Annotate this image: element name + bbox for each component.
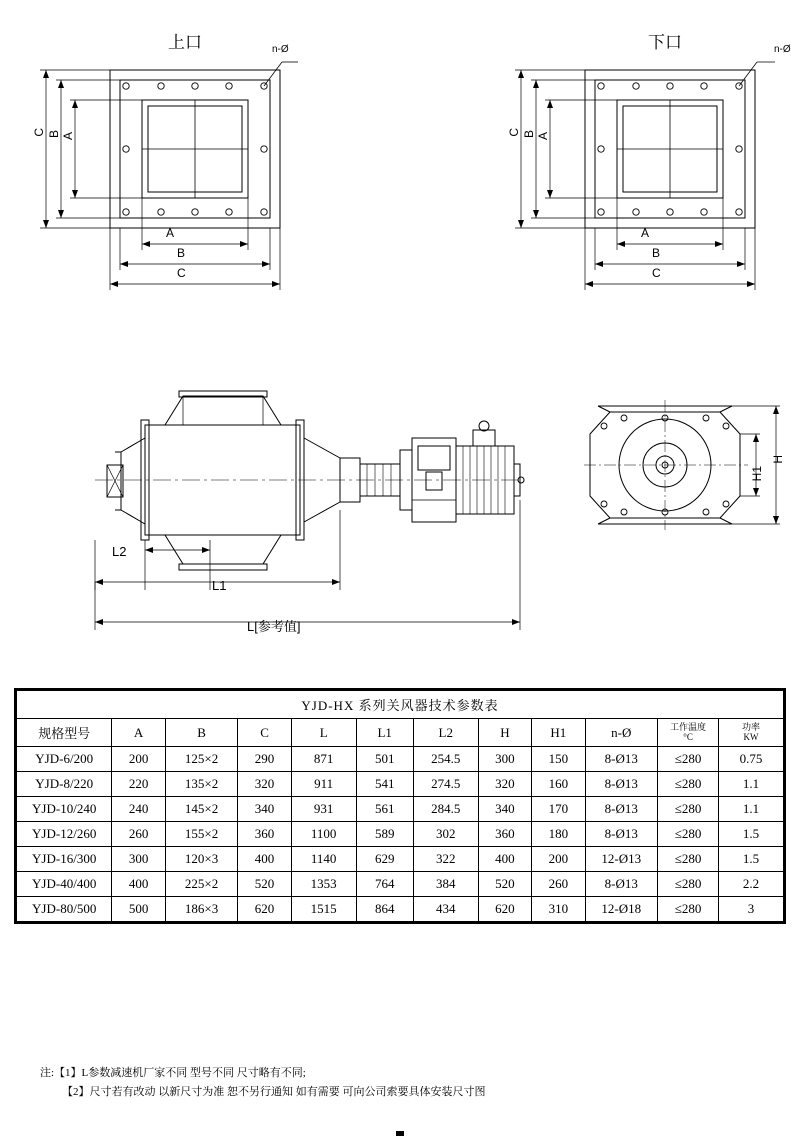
cell-power: 3 — [719, 897, 784, 922]
side-elevation-drawing — [55, 390, 525, 640]
cell-L2: 384 — [413, 872, 478, 897]
bottom-view-drawing — [505, 58, 790, 298]
cell-holes: 8-Ø13 — [585, 872, 658, 897]
cell-L: 1100 — [291, 822, 356, 847]
header-model: 规格型号 — [17, 719, 112, 747]
end-view-dim-H: H — [771, 455, 785, 464]
cell-H: 360 — [478, 822, 531, 847]
table-row — [17, 772, 784, 797]
cell-L2: 274.5 — [413, 772, 478, 797]
cell-H1: 160 — [532, 772, 585, 797]
cell-L1: 541 — [356, 772, 413, 797]
cell-H1: 260 — [532, 872, 585, 897]
spec-table — [16, 690, 784, 922]
cell-H1: 200 — [532, 847, 585, 872]
bottom-view-dim-C-bottom: C — [652, 266, 661, 280]
spec-table-container — [14, 688, 786, 924]
cell-L2: 284.5 — [413, 797, 478, 822]
cell-model: YJD-10/240 — [17, 797, 112, 822]
table-row — [17, 747, 784, 772]
cell-C: 340 — [238, 797, 291, 822]
cell-B: 186×3 — [165, 897, 238, 922]
side-view-dim-L1: L1 — [212, 578, 227, 593]
cell-temperature: ≤280 — [658, 897, 719, 922]
header-H: H — [478, 719, 531, 747]
cell-B: 125×2 — [165, 747, 238, 772]
cell-H1: 150 — [532, 747, 585, 772]
cell-temperature: ≤280 — [658, 797, 719, 822]
header-A: A — [112, 719, 165, 747]
cell-L: 1353 — [291, 872, 356, 897]
header-power — [719, 719, 784, 747]
cell-A: 240 — [112, 797, 165, 822]
cell-L: 911 — [291, 772, 356, 797]
cell-H1: 170 — [532, 797, 585, 822]
top-view-hole-callout: n-Ø — [272, 44, 289, 55]
cell-L2: 254.5 — [413, 747, 478, 772]
cell-L1: 629 — [356, 847, 413, 872]
cell-H: 320 — [478, 772, 531, 797]
header-H1: H1 — [532, 719, 585, 747]
cell-L2: 302 — [413, 822, 478, 847]
cell-power: 1.1 — [719, 772, 784, 797]
top-view-title: 上口 — [168, 33, 202, 52]
table-body — [17, 747, 784, 922]
page-footer-mark — [396, 1131, 404, 1136]
cell-power: 1.1 — [719, 797, 784, 822]
cell-L1: 561 — [356, 797, 413, 822]
cell-B: 120×3 — [165, 847, 238, 872]
cell-A: 200 — [112, 747, 165, 772]
bottom-view-dim-C-left: C — [507, 128, 521, 137]
table-row — [17, 872, 784, 897]
header-power-unit: KW — [743, 731, 759, 742]
header-working-temperature — [658, 719, 719, 747]
cell-L1: 764 — [356, 872, 413, 897]
cell-temperature: ≤280 — [658, 772, 719, 797]
cell-temperature: ≤280 — [658, 872, 719, 897]
top-view-drawing — [30, 58, 310, 298]
cell-A: 500 — [112, 897, 165, 922]
note-line-2: 【2】尺寸若有改动 以新尺寸为准 恕不另行通知 如有需要 可向公司索要具体安装尺寸图 — [62, 1085, 486, 1098]
cell-temperature: ≤280 — [658, 822, 719, 847]
cell-holes: 8-Ø13 — [585, 822, 658, 847]
table-header-row — [17, 719, 784, 747]
cell-holes: 8-Ø13 — [585, 747, 658, 772]
cell-H: 400 — [478, 847, 531, 872]
cell-model: YJD-40/400 — [17, 872, 112, 897]
notes-block — [40, 1064, 486, 1101]
cell-holes: 12-Ø13 — [585, 847, 658, 872]
cell-A: 220 — [112, 772, 165, 797]
table-row — [17, 797, 784, 822]
cell-model: YJD-16/300 — [17, 847, 112, 872]
cell-L1: 864 — [356, 897, 413, 922]
cell-A: 260 — [112, 822, 165, 847]
table-row — [17, 822, 784, 847]
cell-B: 225×2 — [165, 872, 238, 897]
side-view-dim-L: L[参考值] — [247, 619, 301, 634]
top-view-dim-A-bottom: A — [166, 226, 175, 240]
table-title: YJD-HX 系列关风器技术参数表 — [17, 691, 784, 719]
top-view-dim-C-left: C — [32, 128, 46, 137]
bottom-view-dim-A-left: A — [536, 132, 550, 141]
bottom-view-hole-callout: n-Ø — [774, 44, 791, 55]
bottom-view-dim-A-bottom: A — [641, 226, 650, 240]
bottom-view-dim-B-bottom: B — [652, 246, 661, 260]
cell-C: 290 — [238, 747, 291, 772]
cell-C: 620 — [238, 897, 291, 922]
top-view-dim-C-bottom: C — [177, 266, 186, 280]
cell-L: 871 — [291, 747, 356, 772]
cell-holes: 8-Ø13 — [585, 797, 658, 822]
header-L1: L1 — [356, 719, 413, 747]
cell-model: YJD-8/220 — [17, 772, 112, 797]
cell-C: 320 — [238, 772, 291, 797]
end-view-dim-H1: H1 — [750, 466, 764, 482]
cell-model: YJD-80/500 — [17, 897, 112, 922]
cell-B: 155×2 — [165, 822, 238, 847]
bottom-view-dim-B-left: B — [522, 130, 536, 139]
table-title-row — [17, 691, 784, 719]
bottom-view-title: 下口 — [648, 33, 682, 52]
cell-L1: 589 — [356, 822, 413, 847]
cell-B: 135×2 — [165, 772, 238, 797]
cell-power: 1.5 — [719, 822, 784, 847]
cell-A: 300 — [112, 847, 165, 872]
cell-A: 400 — [112, 872, 165, 897]
cell-L: 1515 — [291, 897, 356, 922]
cell-C: 360 — [238, 822, 291, 847]
header-working-temperature-unit: °C — [683, 731, 693, 742]
top-view-dim-B-left: B — [47, 130, 61, 139]
header-power-top: 功率 — [742, 722, 761, 733]
cell-power: 0.75 — [719, 747, 784, 772]
cell-holes: 12-Ø18 — [585, 897, 658, 922]
cell-L1: 501 — [356, 747, 413, 772]
table-row — [17, 897, 784, 922]
header-B: B — [165, 719, 238, 747]
cell-power: 2.2 — [719, 872, 784, 897]
table-row — [17, 847, 784, 872]
cell-temperature: ≤280 — [658, 747, 719, 772]
header-L: L — [291, 719, 356, 747]
cell-C: 400 — [238, 847, 291, 872]
side-view-dim-L2: L2 — [112, 544, 127, 559]
cell-L: 931 — [291, 797, 356, 822]
cell-L2: 322 — [413, 847, 478, 872]
cell-temperature: ≤280 — [658, 847, 719, 872]
cell-L: 1140 — [291, 847, 356, 872]
header-L2: L2 — [413, 719, 478, 747]
cell-H: 520 — [478, 872, 531, 897]
header-C: C — [238, 719, 291, 747]
cell-H: 620 — [478, 897, 531, 922]
cell-C: 520 — [238, 872, 291, 897]
cell-model: YJD-6/200 — [17, 747, 112, 772]
note-line-1: 注:【1】L参数减速机厂家不同 型号不同 尺寸略有不同; — [40, 1067, 306, 1079]
header-working-temperature-top: 工作温度 — [670, 722, 707, 733]
cell-H: 300 — [478, 747, 531, 772]
header-holes: n-Ø — [585, 719, 658, 747]
top-view-dim-B-bottom: B — [177, 246, 186, 260]
cell-L2: 434 — [413, 897, 478, 922]
cell-power: 1.5 — [719, 847, 784, 872]
top-view-dim-A-left: A — [61, 132, 75, 141]
cell-model: YJD-12/260 — [17, 822, 112, 847]
cell-H1: 310 — [532, 897, 585, 922]
cell-holes: 8-Ø13 — [585, 772, 658, 797]
cell-H1: 180 — [532, 822, 585, 847]
cell-B: 145×2 — [165, 797, 238, 822]
cell-H: 340 — [478, 797, 531, 822]
